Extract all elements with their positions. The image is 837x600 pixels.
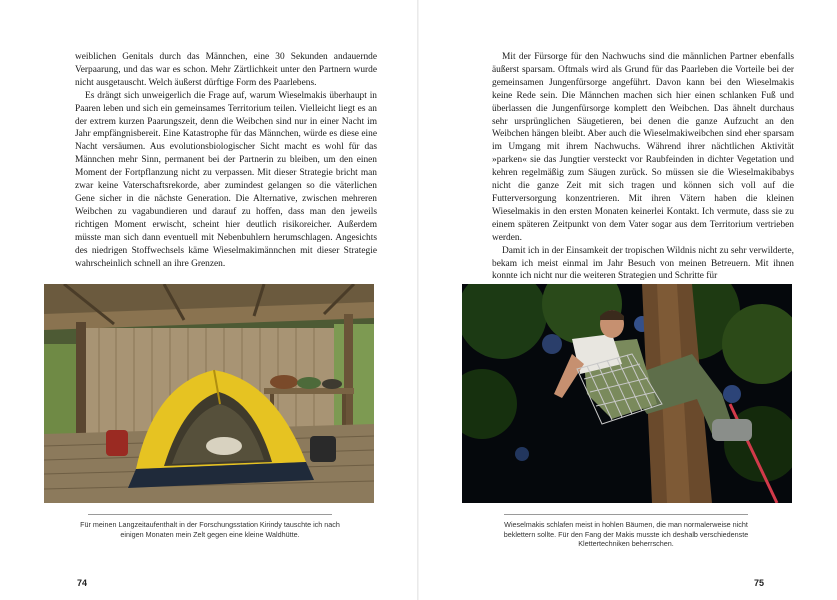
left-page-number: 74 xyxy=(77,578,88,588)
right-photo-caption: Wieselmakis schlafen meist in hohlen Bäumen, die man normalerweise nicht beklettern sollte. Für den Fang der Makis musste ich deshalb verschiedenste Klettertechniken beherrschen. xyxy=(503,520,749,549)
left-body-text xyxy=(75,51,377,270)
right-caption-rule xyxy=(504,514,748,515)
left-paragraph-2: Es drängt sich unweigerlich die Frage auf, warum Wieselmakis überhaupt in Paaren leben und sich ein gemeinsames Territorium teilen. Vielleicht liegt es an der extrem kurzen Paarungszeit, denn die Weibchen sind nur in einer Nacht im Jahr empfängnisbereit. Eine Katastrophe für das Männchen, würde es diese eine Nacht versäumen. Aus evolutionsbiologischer Sicht macht es wohl für das Männchen mehr Sinn, permanent bei der Partnerin zu bleiben, um den einen Moment der Fortpflanzung nicht zu verpassen. Mit dieser Strategie bricht man zwar keine Vaterschaftsrekorde, aber zumindest gelangen so die väterlichen Gene sicher in die nächste Generation. Die Alternative, zwischen mehreren Weibchen zu vagabundieren und darauf zu hoffen, dass man den jeweils richtigen Moment erwischt, scheint hier deutlich risikoreicher. Außerdem müsste man sich dann eventuell mit Nebenbuhlern herumschlagen. Angesichts des niedrigen Stoffwechsels käme Wieselmakimännchen mit dieser Strategie wahrscheinlich schnell an ihre Grenzen. xyxy=(75,90,377,269)
right-paragraph-1: Mit der Fürsorge für den Nachwuchs sind die männlichen Partner ebenfalls äußerst sparsam. Oftmals wird als Grund für das Paarleben die Vorteile bei der gemeinsamen Jungenfürsorge angeführt. Davon kann bei den Wieselmakis keine Rede sein. Die Männchen machen sich hier einen schlanken Fuß und überlassen die Jungenfürsorge komplett den Weibchen. Das ähnelt durchaus sehr ursprünglichen Säugetieren, bei denen die ganze Aufzucht an den Weibchen hängen bleibt. Aber auch die Wieselmakiweibchen sind eher sparsam im Umgang mit ihrem Nachwuchs. Während ihrer nächtlichen Aktivität »parken« sie das Jungtier versteckt vor Raubfeinden in dichter Vegetation und kehren regelmäßig zum Säugen zurück. So müssen sie die Wieselmakibabys nicht die ganze Zeit mit sich tragen und können sich voll auf die Futterversorgung konzentrieren. Mit ihren Vätern haben die kleinen Wieselmakis in den ersten Monaten keinerlei Kontakt. Ich vermute, dass sie zu einem späteren Zeitpunkt von dem Vater sogar aus dem Territorium vertrieben werden. xyxy=(492,52,794,243)
tree-climber-photo xyxy=(462,284,792,503)
tent-in-hut-photo xyxy=(44,284,374,503)
left-paragraph-1: weiblichen Genitals durch das Männchen, eine 30 Sekunden andauernde Verpaarung, und das war es schon. Mehr Zärtlichkeit unter den Partnern wurde nicht ausgetauscht. Welch äußerst dürftige Form des Paarlebens. xyxy=(75,52,377,88)
right-paragraph-2: Damit ich in der Einsamkeit der tropischen Wildnis nicht zu sehr verwilderte, bekam ich meist einmal im Jahr Besuch von meinen Betreuern. Mit ihnen konnte ich nicht nur die weiteren Strategien und Schritte für xyxy=(492,245,794,282)
right-page-number: 75 xyxy=(754,578,765,588)
left-photo-caption: Für meinen Langzeitaufenthalt in der Forschungsstation Kirindy tauschte ich nach einigen Monaten mein Zelt gegen eine kleine Waldhütte. xyxy=(80,520,340,539)
left-caption-rule xyxy=(88,514,332,515)
right-page xyxy=(418,0,837,600)
left-page xyxy=(0,0,418,600)
right-body-text xyxy=(492,51,794,283)
